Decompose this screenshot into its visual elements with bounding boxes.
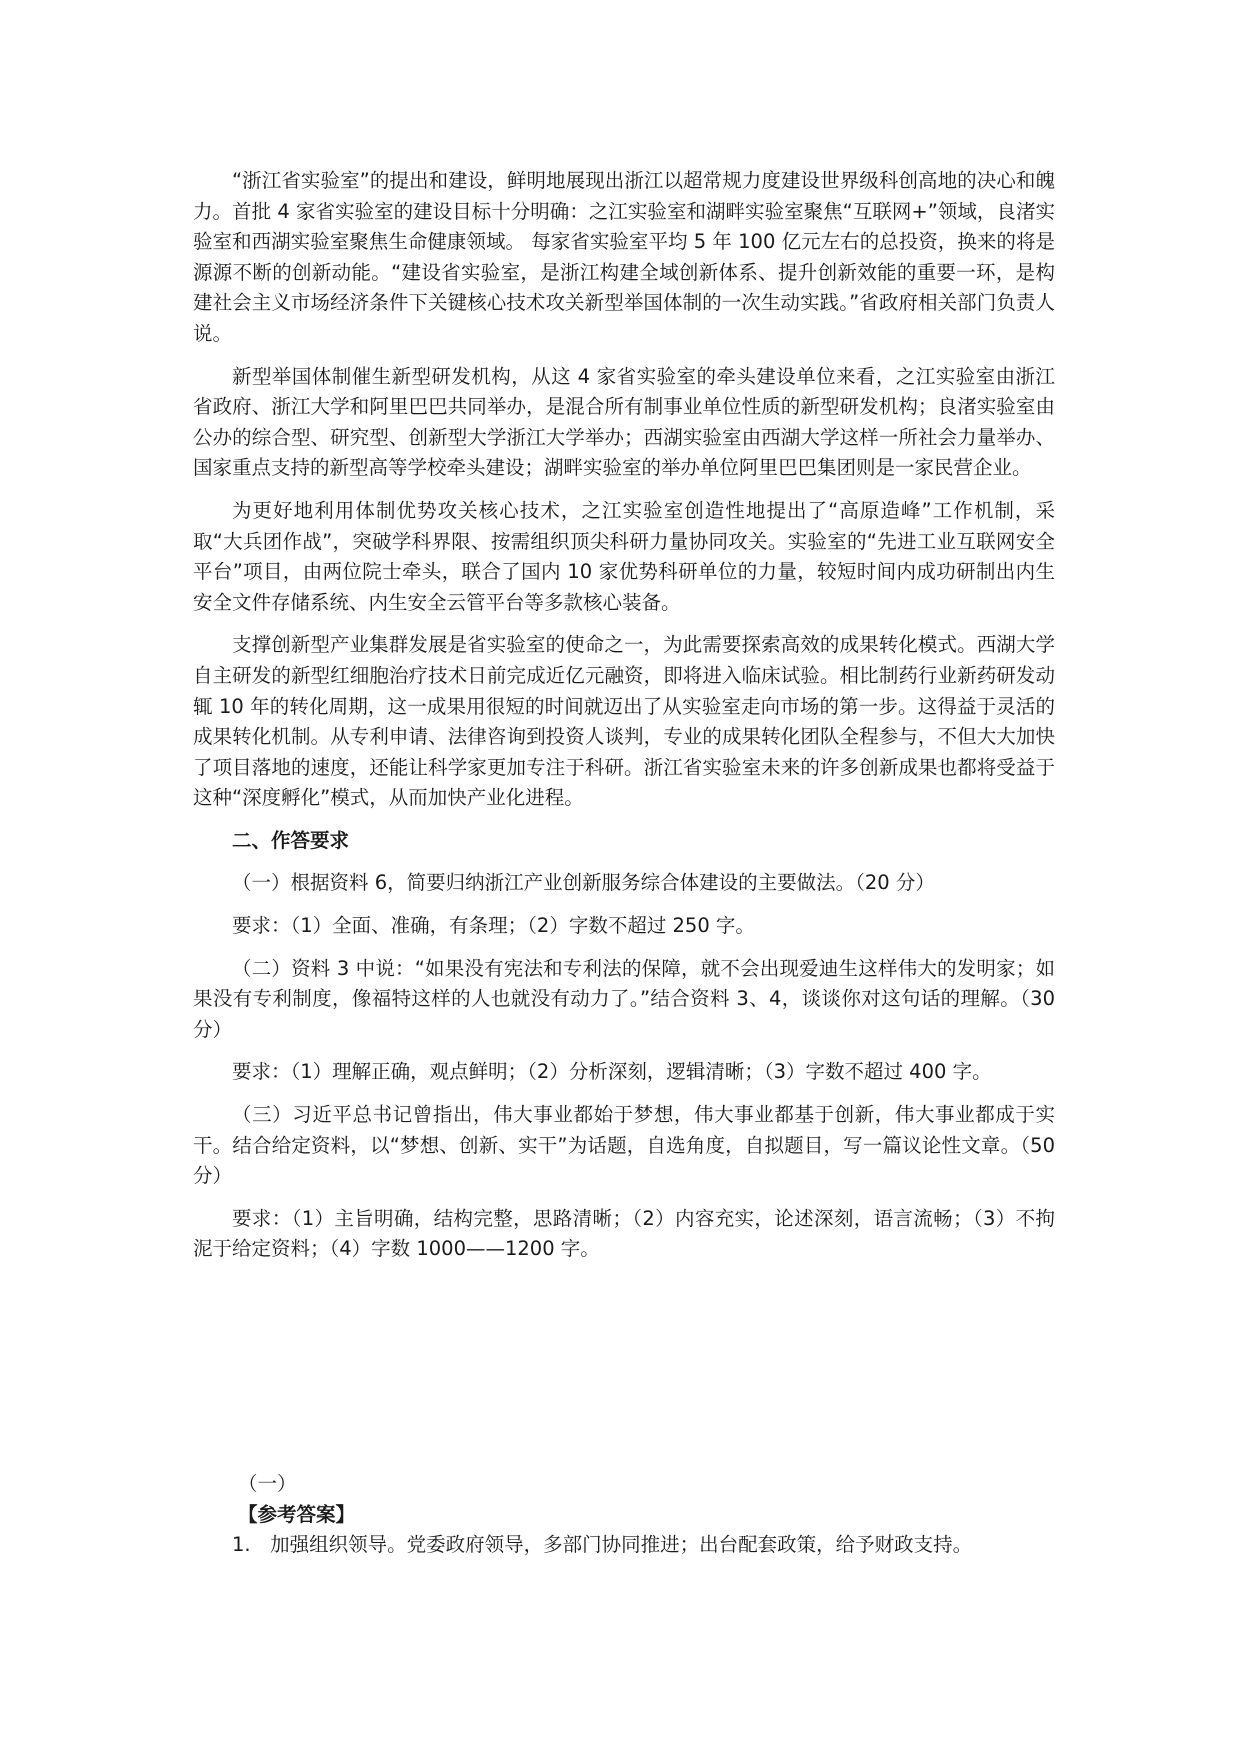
reference-answer-tag: 【参考答案】 [238, 1502, 356, 1526]
question-3-requirement: 要求：（1）主旨明确，结构完整，思路清晰；（2）内容充实，论述深刻，语言流畅；（3）不拘泥于给定资料；（4）字数 1000——1200 字。 [193, 1206, 1055, 1261]
question-3-prompt: （三）习近平总书记曾指出，伟大事业都始于梦想，伟大事业都基于创新，伟大事业都成于实干。结合给定资料，以“梦想、创新、实干”为话题，自选角度，自拟题目，写一篇议论性文章。（50 分） [193, 1103, 1055, 1188]
question-1-prompt: （一）根据资料 6，简要归纳浙江产业创新服务综合体建设的主要做法。（20 分） [232, 871, 935, 895]
answer-item-1: 1. 加强组织领导。党委政府领导，多部门协同推进；出台配套政策，给予财政支持。 [232, 1533, 973, 1557]
answer-section [193, 1469, 1055, 1561]
question-2-prompt: （二）资料 3 中说：“如果没有宪法和专利法的保障，就不会出现爱迪生这样伟大的发明家；如果没有专利制度，像福特这样的人也就没有动力了。”结合资料 3、4，谈谈你对这句话的理解。（30 分） [193, 956, 1055, 1041]
question-1-requirement: 要求：（1）全面、准确，有条理；（2）字数不超过 250 字。 [232, 914, 755, 938]
paragraph-1: “浙江省实验室”的提出和建设，鲜明地展现出浙江以超常规力度建设世界级科创高地的决心和魄力。首批 4 家省实验室的建设目标十分明确：之江实验室和湖畔实验室聚焦“互联网+”领域，良渚实验室和西湖实验室聚焦生命健康领域。 每家省实验室平均 5 年 100 亿元左右的总投资，换来的将是源源不断的创新动能。“建设省实验室，是浙江构建全域创新体系、提升创新效能的重要一环，是构建社会主义市场经济条件下关键核心技术攻关新型举国体制的一次生动实践。”省政府相关部门负责人说。 [193, 169, 1055, 345]
question-2-requirement: 要求：（1）理解正确，观点鲜明；（2）分析深刻，逻辑清晰；（3）字数不超过 400 字。 [232, 1060, 992, 1084]
section-heading: 二、作答要求 [232, 828, 350, 852]
paragraph-3: 为更好地利用体制优势攻关核心技术，之江实验室创造性地提出了“高原造峰”工作机制，采取“大兵团作战”，突破学科界限、按需组织顶尖科研力量协同攻关。实验室的“先进工业互联网安全平台”项目，由两位院士牵头，联合了国内 10 家优势科研单位的力量，较短时间内成功研制出内生安全文件存储系统、内生安全云管平台等多款核心装备。 [193, 498, 1055, 614]
paragraph-4: 支撑创新型产业集群发展是省实验室的使命之一，为此需要探索高效的成果转化模式。西湖大学自主研发的新型红细胞治疗技术日前完成近亿元融资，即将进入临床试验。相比制药行业新药研发动辄 10 年的转化周期，这一成果用很短的时间就迈出了从实验室走向市场的第一步。这得益于灵活的成果转化机制。从专利申请、法律咨询到投资人谈判，专业的成果转化团队全程参与，不但大大加快了项目落地的速度，还能让科学家更加专注于科研。浙江省实验室未来的许多创新成果也都将受益于这种“深度孵化”模式，从而加快产业化进程。 [193, 633, 1055, 810]
answer-part-label: （一） [238, 1472, 297, 1495]
paragraph-2: 新型举国体制催生新型研发机构，从这 4 家省实验室的牵头建设单位来看，之江实验室由浙江省政府、浙江大学和阿里巴巴共同举办，是混合所有制事业单位性质的新型研发机构；良渚实验室由公办的综合型、研究型、创新型大学浙江大学举办；西湖实验室由西湖大学这样一所社会力量举办、国家重点支持的新型高等学校牵头建设；湖畔实验室的举办单位阿里巴巴集团则是一家民营企业。 [193, 364, 1055, 480]
document-body [193, 166, 1055, 1277]
